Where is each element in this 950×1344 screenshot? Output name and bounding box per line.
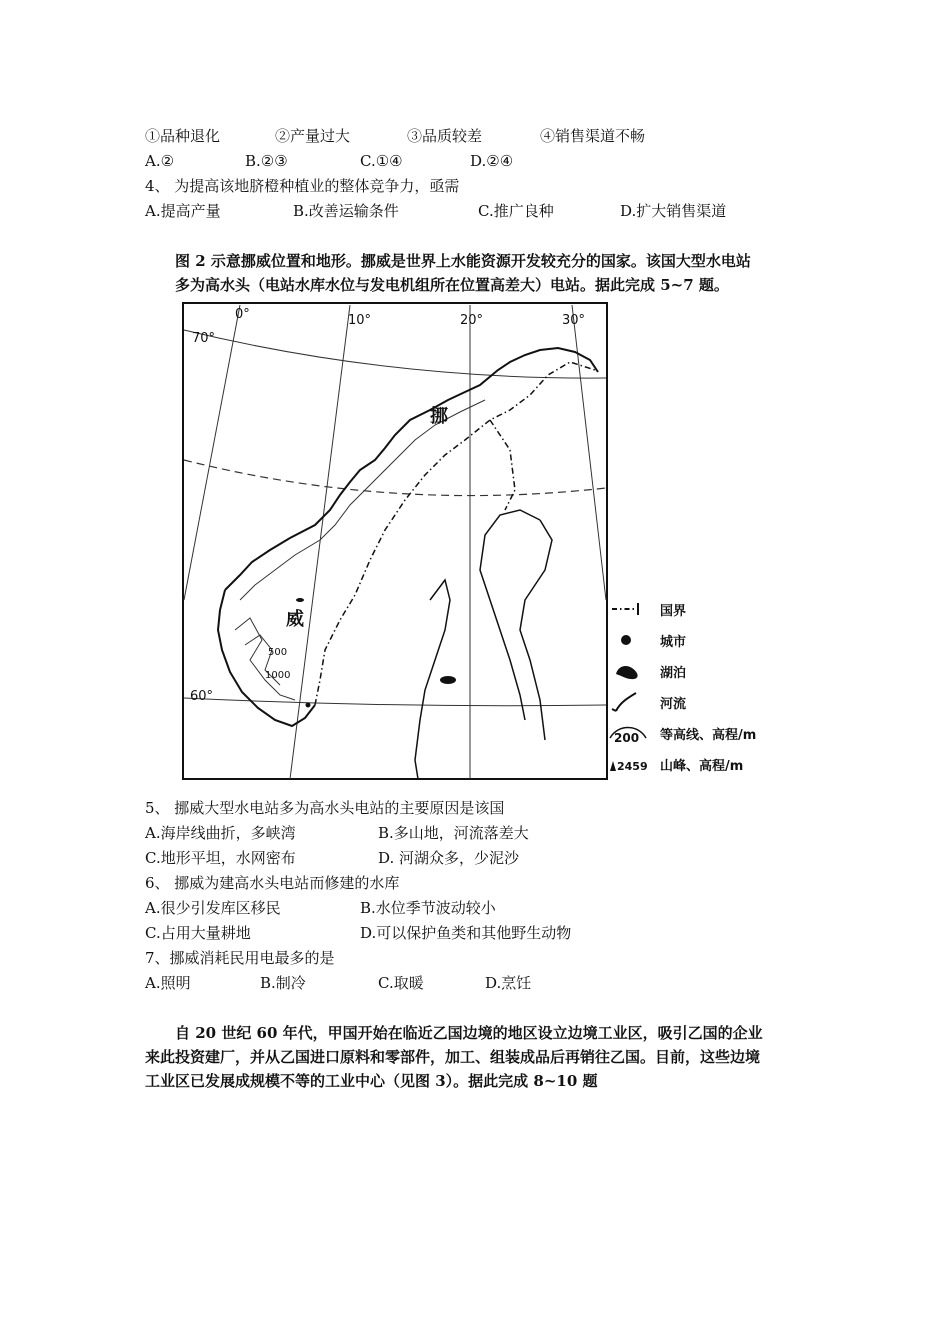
intro-8-10	[145, 1021, 810, 1093]
peak-icon	[608, 753, 648, 775]
q5-choice-a[interactable]: A.海岸线曲折，多峡湾	[145, 824, 296, 842]
lon-label-0: 0°	[235, 307, 250, 322]
q3-choice-b[interactable]: B.②③	[245, 152, 288, 170]
legend-label-river: 河流	[660, 697, 687, 712]
q4-stem: 4、 为提高该地脐橙种植业的整体竞争力，亟需	[145, 177, 460, 195]
lat-label-70: 70°	[192, 331, 216, 346]
lake-icon	[608, 660, 648, 682]
lon-label-30: 30°	[562, 313, 586, 328]
river-icon	[608, 691, 648, 713]
border-icon	[608, 598, 648, 620]
q3-items	[145, 126, 845, 146]
q3-choice-c[interactable]: C.①④	[360, 152, 403, 170]
lon-label-20: 20°	[460, 313, 484, 328]
peak-symbol: 2459	[617, 760, 648, 773]
legend-label-border: 国界	[660, 604, 687, 619]
contour-label-1000: 1000	[265, 670, 291, 681]
q6-choice-a[interactable]: A.很少引发库区移民	[145, 899, 281, 917]
contour-label-500: 500	[268, 647, 288, 658]
intro-5-7-line1: 图 2 示意挪威位置和地形。挪威是世界上水能资源开发较充分的国家。该国大型水电站	[175, 252, 751, 270]
q7-choice-a[interactable]: A.照明	[145, 974, 191, 992]
lat-label-60: 60°	[190, 689, 214, 704]
q5-choices-row1	[145, 823, 845, 843]
legend-row-river	[608, 691, 808, 722]
q7-choice-c[interactable]: C.取暖	[378, 974, 424, 992]
q6-choice-d[interactable]: D.可以保护鱼类和其他野生动物	[360, 924, 572, 942]
q6-choice-b[interactable]: B.水位季节波动较小	[360, 899, 496, 917]
q4-choice-a[interactable]: A.提高产量	[145, 202, 221, 220]
q6-choices-row2	[145, 923, 845, 943]
legend-row-peak	[608, 753, 808, 784]
q6-choice-c[interactable]: C.占用大量耕地	[145, 924, 251, 942]
map-char-wei: 威	[286, 609, 304, 630]
q5-choices-row2	[145, 848, 845, 868]
q3-item-4: ④销售渠道不畅	[540, 127, 646, 145]
legend-label-contour: 等高线、高程/m	[660, 728, 757, 743]
legend-row-lake	[608, 660, 808, 691]
q6-stem: 6、 挪威为建高水头电站而修建的水库	[145, 874, 400, 892]
q5-choice-d[interactable]: D. 河湖众多，少泥沙	[378, 849, 520, 867]
legend-label-peak: 山峰、高程/m	[660, 759, 744, 774]
q4-choice-c[interactable]: C.推广良种	[478, 202, 554, 220]
legend-row-contour	[608, 722, 808, 753]
intro-8-10-line2: 来此投资建厂，并从乙国进口原料和零部件，加工、组装成品后再销往乙国。目前，这些边境	[145, 1048, 761, 1066]
intro-8-10-line3: 工业区已发展成规模不等的工业中心（见图 3）。据此完成 8~10 题	[145, 1072, 598, 1090]
q3-choices	[145, 151, 845, 171]
legend-label-city: 城市	[660, 635, 687, 650]
q7-choices	[145, 973, 845, 993]
q6-choices-row1	[145, 898, 845, 918]
intro-8-10-line1: 自 20 世纪 60 年代，甲国开始在临近乙国边境的地区设立边境工业区，吸引乙国的企业	[175, 1024, 763, 1042]
q5-choice-b[interactable]: B.多山地，河流落差大	[378, 824, 529, 842]
lon-label-10: 10°	[348, 313, 372, 328]
q3-item-2: ②产量过大	[275, 127, 351, 145]
city-icon	[608, 629, 648, 651]
intro-5-7	[145, 249, 810, 297]
q3-choice-a[interactable]: A.②	[145, 152, 175, 170]
legend-label-lake: 湖泊	[660, 666, 687, 681]
q5-choice-c[interactable]: C.地形平坦，水网密布	[145, 849, 296, 867]
q7-choice-d[interactable]: D.烹饪	[485, 974, 532, 992]
q3-item-1: ①品种退化	[145, 127, 221, 145]
q4-choice-d[interactable]: D.扩大销售渠道	[620, 202, 727, 220]
q4-choice-b[interactable]: B.改善运输条件	[293, 202, 399, 220]
legend-row-border	[608, 598, 808, 629]
map-frame	[183, 303, 607, 779]
q7-stem: 7、挪威消耗民用电最多的是	[145, 949, 335, 967]
intro-5-7-line2: 多为高水头（电站水库水位与发电机组所在位置高差大）电站。据此完成 5~7 题。	[175, 276, 729, 294]
contour-icon	[608, 722, 648, 744]
q3-item-3: ③品质较差	[407, 127, 483, 145]
q7-choice-b[interactable]: B.制冷	[260, 974, 306, 992]
norway-map	[180, 300, 610, 782]
contour-symbol: 200	[614, 731, 640, 744]
map-legend	[608, 598, 808, 784]
q5-stem: 5、 挪威大型水电站多为高水头电站的主要原因是该国	[145, 799, 505, 817]
map-char-nuo: 挪	[430, 406, 448, 427]
q4-choices	[145, 201, 845, 221]
q3-choice-d[interactable]: D.②④	[470, 152, 514, 170]
legend-row-city	[608, 629, 808, 660]
